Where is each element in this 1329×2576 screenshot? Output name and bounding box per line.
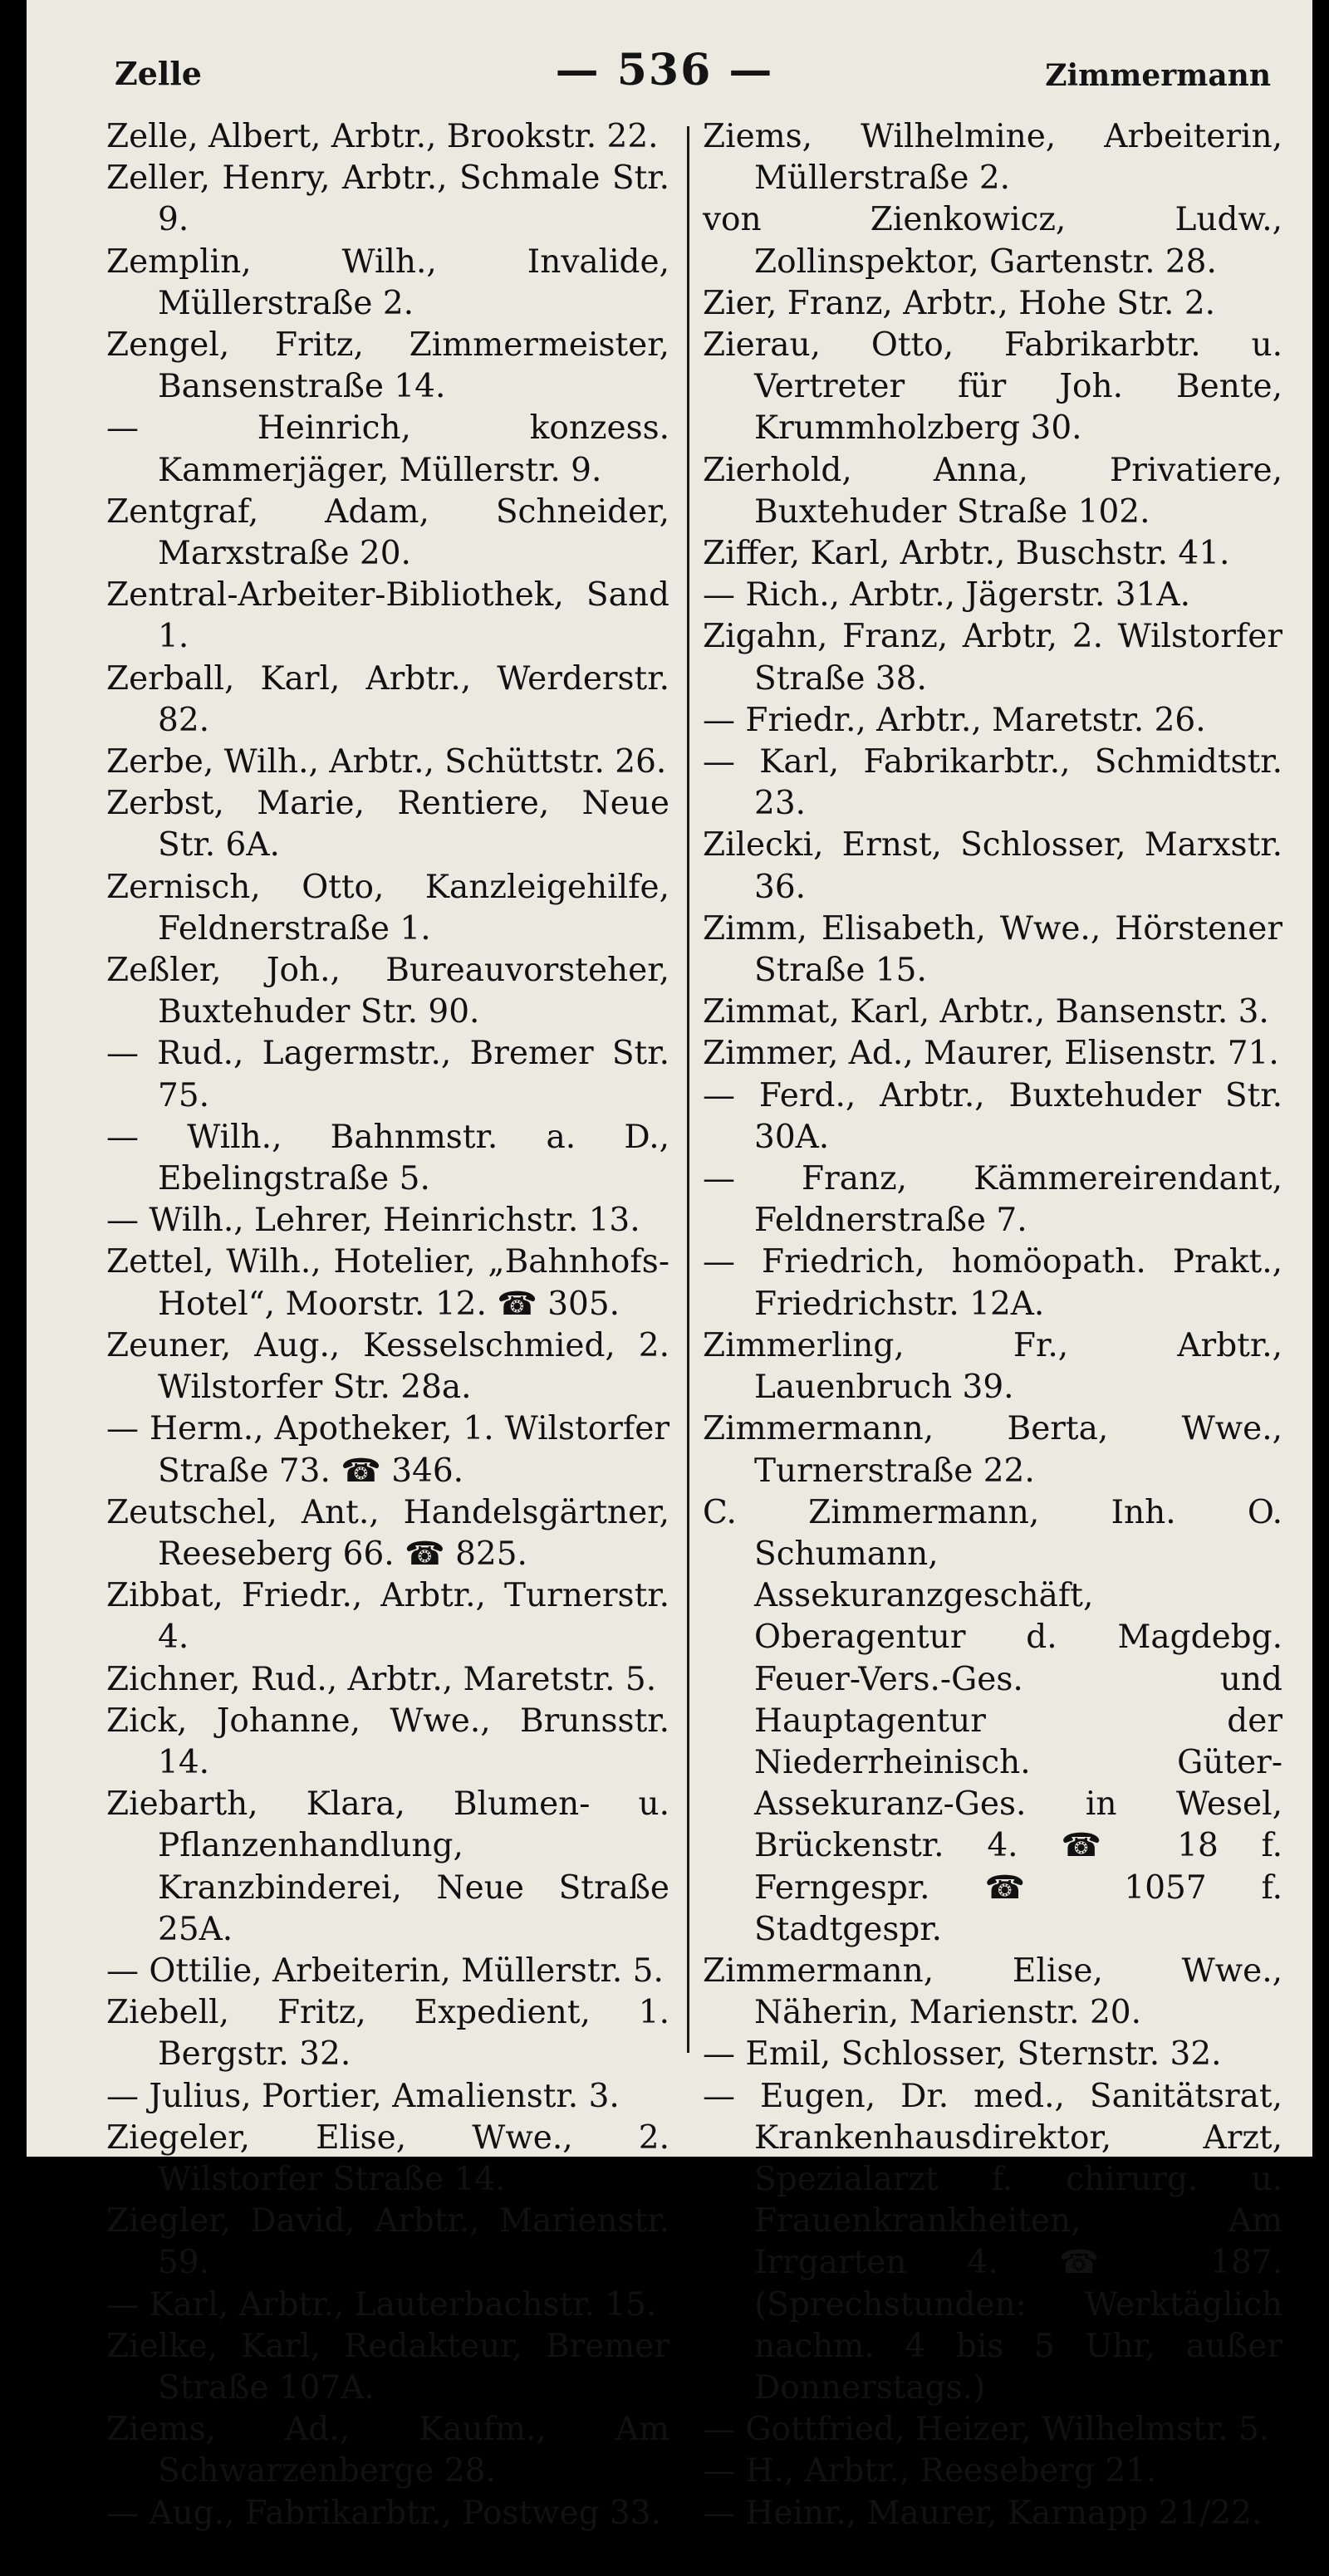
directory-entry: — Ferd., Arbtr., Buxtehuder Str. 30A. bbox=[703, 1076, 1282, 1156]
directory-entry: — Franz, Kämmereirendant, Feldnerstraße 7. bbox=[703, 1160, 1282, 1240]
directory-entry: — Julius, Portier, Amalienstr. 3. bbox=[106, 2077, 620, 2115]
directory-entry: Zimmermann, Elise, Wwe., Näherin, Marienstr. 20. bbox=[703, 1952, 1282, 2032]
directory-entry: Zeutschel, Ant., Handelsgärtner, Reeseberg 66. ☎ 825. bbox=[106, 1493, 669, 1573]
directory-entry: Ziffer, Karl, Arbtr., Buschstr. 41. bbox=[703, 535, 1230, 573]
directory-entry: — Rud., Lagermstr., Bremer Str. 75. bbox=[106, 1035, 669, 1114]
directory-entry: Zemplin, Wilh., Invalide, Müllerstraße 2. bbox=[106, 242, 669, 322]
directory-entry: — Emil, Schlosser, Sternstr. 32. bbox=[703, 2035, 1222, 2074]
directory-entry: Zeuner, Aug., Kesselschmied, 2. Wilstorfer Str. 28a. bbox=[106, 1326, 669, 1407]
directory-entry: Zier, Franz, Arbtr., Hohe Str. 2. bbox=[703, 284, 1216, 322]
directory-entry: Zernisch, Otto, Kanzleigehilfe, Feldnerstraße 1. bbox=[106, 868, 669, 948]
directory-entry: — H., Arbtr., Reeseberg 21. bbox=[703, 2452, 1157, 2490]
directory-entry: Ziegeler, Elise, Wwe., 2. Wilstorfer Straße 14. bbox=[106, 2118, 669, 2198]
directory-entry: Zentgraf, Adam, Schneider, Marxstraße 20. bbox=[106, 492, 669, 573]
header-last-name: Zimmermann bbox=[1045, 58, 1271, 93]
directory-entry: — Heinr., Maurer, Karnapp 21/22. bbox=[703, 2494, 1263, 2532]
header-first-name: Zelle bbox=[115, 55, 202, 92]
directory-entry: C. Zimmermann, Inh. O. Schumann, Assekuranzgeschäft, Oberagentur d. Magdebg. Feuer-Vers.-Ges. und Hauptagentur der Niederrheinisch. Güter-Assekuranz-Ges. in Wesel, Brückenstr. 4. ☎ 18 f. Ferngespr. ☎ 1057 f. Stadtgespr. bbox=[703, 1493, 1282, 1948]
directory-entry: Zeßler, Joh., Bureauvorsteher, Buxtehuder Str. 90. bbox=[106, 952, 669, 1031]
directory-entry: — Aug., Fabrikarbtr., Postweg 33. bbox=[106, 2494, 661, 2532]
directory-entry: — Karl, Arbtr., Lauterbachstr. 15. bbox=[106, 2285, 657, 2324]
directory-entry: Zerball, Karl, Arbtr., Werderstr. 82. bbox=[106, 659, 669, 739]
directory-entry: — Wilh., Bahnmstr. a. D., Ebelingstraße 5. bbox=[106, 1118, 669, 1198]
directory-entry: — Heinrich, konzess. Kammerjäger, Müllerstr. 9. bbox=[106, 409, 669, 489]
directory-entry: Zilecki, Ernst, Schlosser, Marxstr. 36. bbox=[703, 826, 1282, 906]
directory-entry: Ziegler, David, Arbtr., Marienstr. 59. bbox=[106, 2202, 669, 2282]
right-column bbox=[703, 116, 1282, 2576]
directory-entry: — Friedr., Arbtr., Maretstr. 26. bbox=[703, 701, 1206, 739]
directory-entry: — Friedrich, homöopath. Prakt., Friedrichstr. 12A. bbox=[703, 1243, 1282, 1323]
directory-entry: — Rich., Arbtr., Jägerstr. 31A. bbox=[703, 576, 1190, 615]
directory-entry: — Eugen, Dr. med., Sanitätsrat, Krankenhausdirektor, Arzt, Spezialarzt f. chirurg. u. Frauenkrankheiten, Am Irrgarten 4. ☎ 187. (Sprechstunden: Werktäglich nachm. 4 bis 5 Uhr, außer Donnerstags.) bbox=[703, 2077, 1282, 2407]
left-column bbox=[106, 116, 669, 2534]
directory-entry: Zelle, Albert, Arbtr., Brookstr. 22. bbox=[106, 118, 659, 155]
directory-entry: — Wilh., Lehrer, Heinrichstr. 13. bbox=[106, 1202, 640, 1240]
scan-edge-left bbox=[0, 0, 27, 2157]
directory-entry: von Zienkowicz, Ludw., Zollinspektor, Gartenstr. 28. bbox=[703, 201, 1282, 281]
directory-entry: Zimm, Elisabeth, Wwe., Hörstener Straße 15. bbox=[703, 909, 1282, 990]
scan-edge-bottom bbox=[0, 2536, 1329, 2576]
directory-entry: Zengel, Fritz, Zimmermeister, Bansenstraße 14. bbox=[106, 326, 669, 406]
directory-entry: Ziems, Wilhelmine, Arbeiterin, Müllerstraße 2. bbox=[703, 118, 1282, 198]
directory-entry: — Gottfried, Heizer, Wilhelmstr. 5. bbox=[703, 2411, 1270, 2449]
directory-entry: Zigahn, Franz, Arbtr, 2. Wilstorfer Straße 38. bbox=[703, 618, 1282, 698]
directory-entry: Zettel, Wilh., Hotelier, „Bahnhofs-Hotel“, Moorstr. 12. ☎ 305. bbox=[106, 1243, 669, 1323]
directory-entry: Zimmerling, Fr., Arbtr., Lauenbruch 39. bbox=[703, 1326, 1282, 1407]
directory-entry: Ziebarth, Klara, Blumen- u. Pflanzenhandlung, Kranzbinderei, Neue Straße 25A. bbox=[106, 1785, 669, 1948]
directory-entry: Zeller, Henry, Arbtr., Schmale Str. 9. bbox=[106, 159, 669, 239]
directory-entry: Zimmermann, Berta, Wwe., Turnerstraße 22. bbox=[703, 1410, 1282, 1490]
directory-entry: — Herm., Apotheker, 1. Wilstorfer Straße 73. ☎ 346. bbox=[106, 1410, 669, 1490]
directory-entry: — Karl, Fabrikarbtr., Schmidtstr. 23. bbox=[703, 743, 1282, 823]
directory-entry: Zick, Johanne, Wwe., Brunsstr. 14. bbox=[106, 1702, 669, 1781]
scan-edge-right bbox=[1312, 0, 1329, 2157]
page-number: — 536 — bbox=[555, 45, 774, 95]
directory-entry: Zielke, Karl, Redakteur, Bremer Straße 107A. bbox=[106, 2327, 669, 2407]
column-divider bbox=[687, 126, 689, 2053]
directory-entry: Zierau, Otto, Fabrikarbtr. u. Vertreter für Joh. Bente, Krummholzberg 30. bbox=[703, 326, 1282, 448]
directory-entry: Ziems, Ad., Kaufm., Am Schwarzenberge 28. bbox=[106, 2411, 669, 2490]
directory-entry: Zichner, Rud., Arbtr., Maretstr. 5. bbox=[106, 1660, 657, 1698]
directory-entry: Zerbe, Wilh., Arbtr., Schüttstr. 26. bbox=[106, 743, 667, 781]
directory-entry: Ziebell, Fritz, Expedient, 1. Bergstr. 32. bbox=[106, 1994, 669, 2074]
directory-entry: Zentral-Arbeiter-Bibliothek, Sand 1. bbox=[106, 576, 669, 656]
directory-entry: Zimmer, Ad., Maurer, Elisenstr. 71. bbox=[703, 1035, 1279, 1073]
directory-entry: Zimmat, Karl, Arbtr., Bansenstr. 3. bbox=[703, 993, 1269, 1031]
directory-entry: Zierhold, Anna, Privatiere, Buxtehuder Straße 102. bbox=[703, 451, 1282, 531]
page-header bbox=[0, 40, 1329, 106]
directory-entry: Zerbst, Marie, Rentiere, Neue Str. 6A. bbox=[106, 785, 669, 864]
directory-entry: Zibbat, Friedr., Arbtr., Turnerstr. 4. bbox=[106, 1577, 669, 1657]
directory-entry: — Ottilie, Arbeiterin, Müllerstr. 5. bbox=[106, 1952, 664, 1990]
